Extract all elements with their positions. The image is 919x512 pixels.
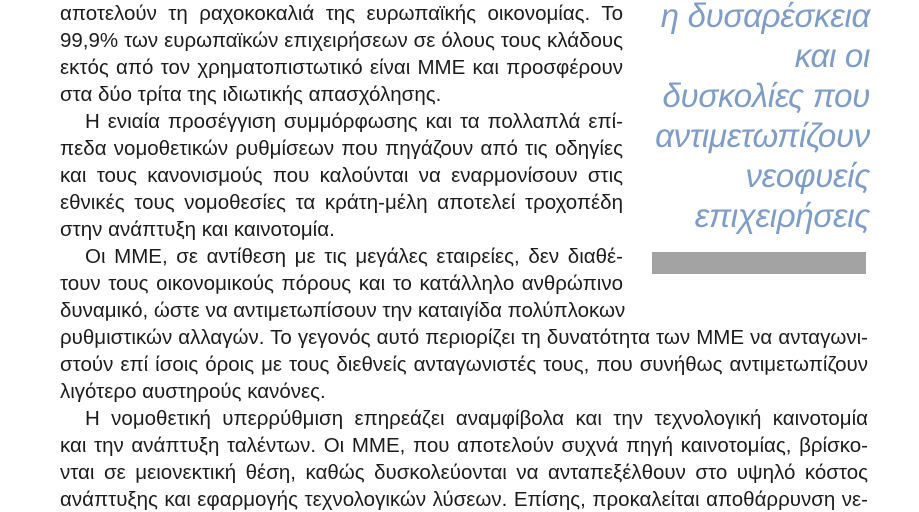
article-line: στούν επί ίσοις όροις με τους διεθνείς ανταγωνιστές τους, που συνήθως αντιμετωπίζουν bbox=[60, 353, 868, 376]
article-line: τουν τους οικονομικούς πόρους και το κατάλληλο ανθρώπινο bbox=[60, 272, 623, 295]
pull-quote-line: επιχειρήσεις bbox=[694, 197, 870, 234]
article-line: Οι ΜΜΕ, σε αντίθεση με τις μεγάλες εταιρείες, δεν διαθέ- bbox=[85, 245, 623, 268]
article-line: Η ενιαία προσέγγιση συμμόρφωσης και τα πολλαπλά επί- bbox=[85, 110, 623, 133]
article-line: και τους κανονισμούς που καλούνται να εναρμονίσουν στις bbox=[60, 164, 623, 187]
pull-quote-divider-bar bbox=[652, 252, 866, 274]
pull-quote-line: η δυσαρέσκεια bbox=[660, 0, 870, 34]
article-line: ρυθμιστικών αλλαγών. Το γεγονός αυτό περιορίζει τη δυνατότητα των ΜΜΕ να ανταγωνι- bbox=[60, 326, 868, 349]
pull-quote-line: αντιμετωπίζουν bbox=[655, 117, 870, 154]
article-line: εκτός από τον χρηματοπιστωτικό είναι ΜΜΕ και προσφέρουν bbox=[60, 56, 623, 79]
article-line: δυναμικό, ώστε να αντιμετωπίσουν την καταιγίδα πολύπλοκων bbox=[60, 299, 626, 322]
article-line: 99,9% των ευρωπαϊκών επιχειρήσεων σε όλους τους κλάδους bbox=[60, 29, 623, 52]
article-line: αποτελούν τη ραχοκοκαλιά της ευρωπαϊκής οικονομίας. Το bbox=[60, 2, 623, 25]
pull-quote-line: και οι bbox=[794, 37, 870, 74]
pull-quote-line: νεοφυείς bbox=[745, 157, 870, 194]
pull-quote-line: δυσκολίες που bbox=[662, 77, 870, 114]
article-line: Η νομοθετική υπερρύθμιση επηρεάζει αναμφίβολα και την τεχνολογική καινοτομία bbox=[85, 407, 868, 430]
article-line: και την ανάπτυξη ταλέντων. Οι ΜΜΕ, που αποτελούν συχνά πηγή καινοτομίας, βρίσκο- bbox=[60, 434, 868, 457]
article-line: λιγότερο αυστηρούς κανόνες. bbox=[60, 380, 326, 403]
article-line: στα δύο τρίτα της ιδιωτικής απασχόλησης. bbox=[60, 83, 442, 106]
article-line: πεδα νομοθετικών ρυθμίσεων που πηγάζουν από τις οδηγίες bbox=[60, 137, 623, 160]
article-line: εθνικές τους νομοθεσίες τα κράτη-μέλη αποτελεί τροχοπέδη bbox=[60, 191, 623, 214]
article-line: στην ανάπτυξη και καινοτομία. bbox=[60, 218, 335, 241]
article-line: ανάπτυξης και εφαρμογής τεχνολογικών λύσεων. Επίσης, προκαλείται αποθάρρυνση νε- bbox=[60, 488, 868, 511]
article-line: νται σε μειονεκτική θέση, καθώς δυσκολεύονται να ανταπεξέλθουν στο υψηλό κόστος bbox=[60, 461, 868, 484]
